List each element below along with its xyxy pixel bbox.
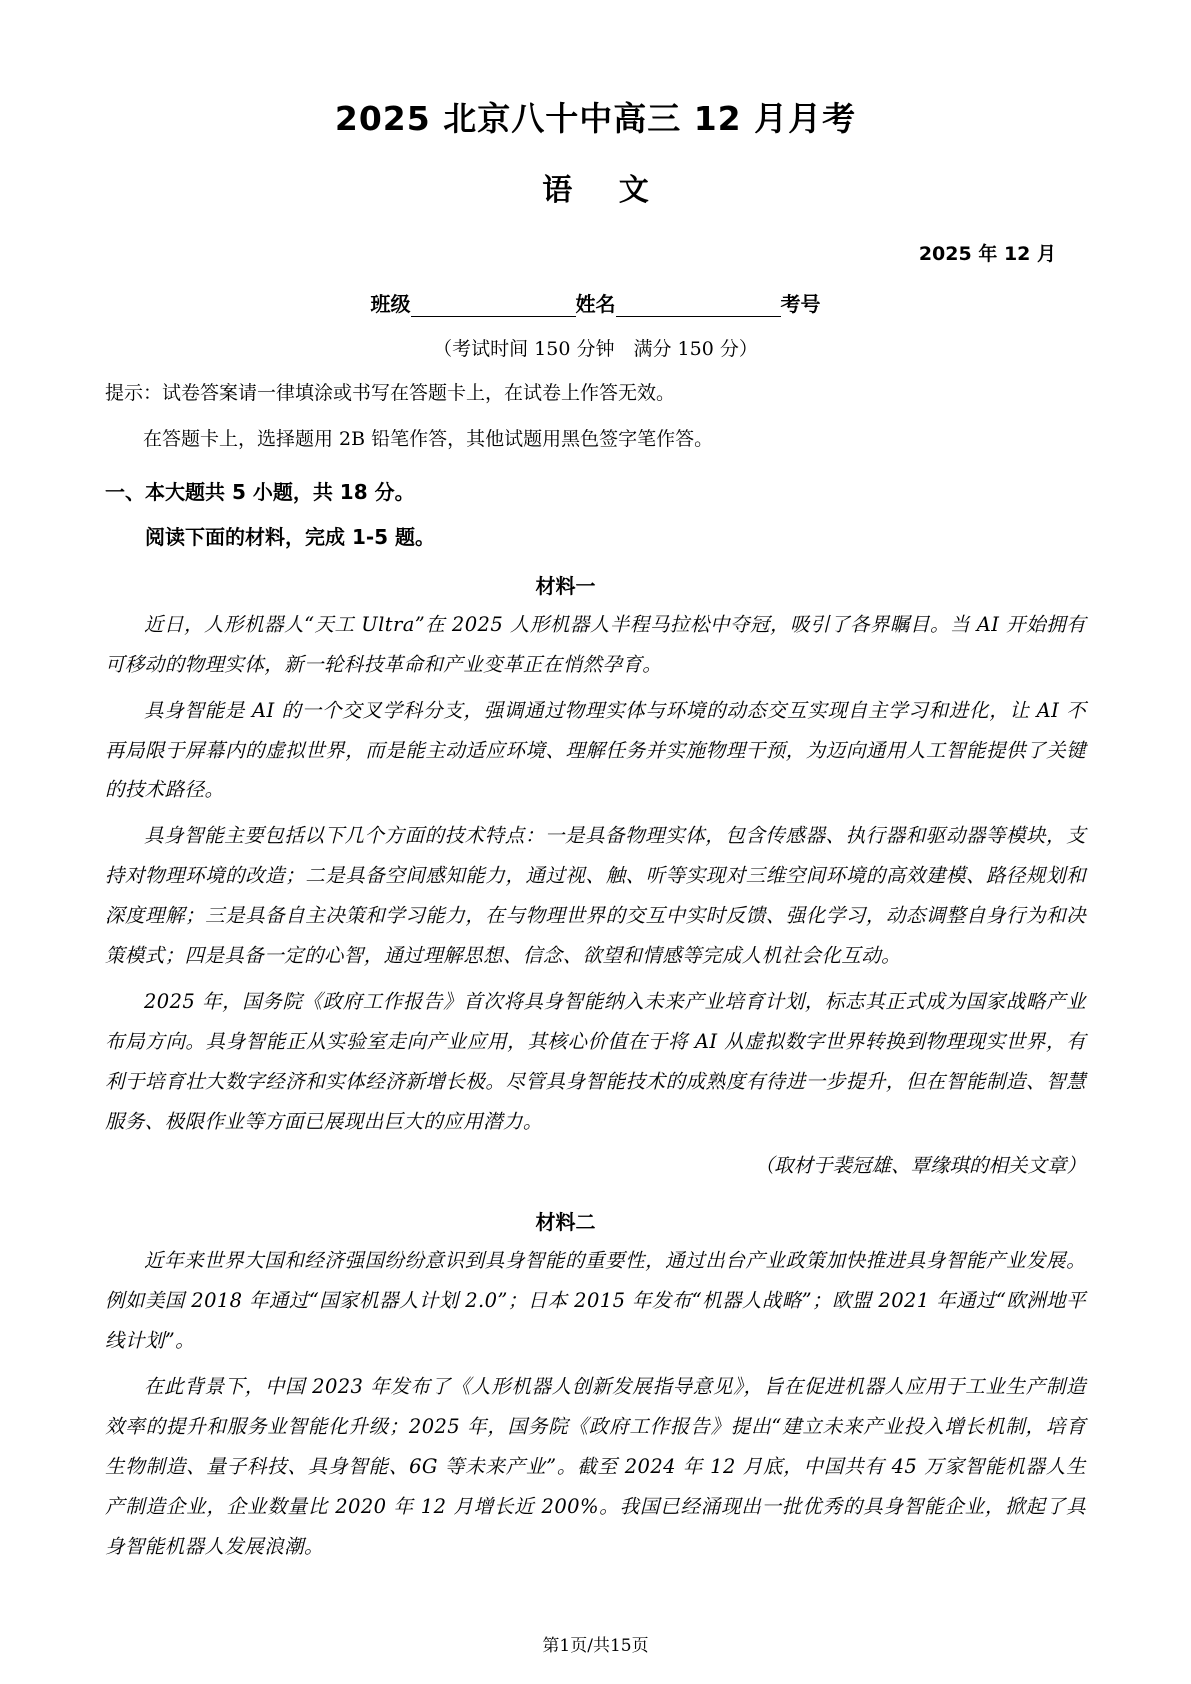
exam-no-label: 考号 — [780, 291, 821, 316]
material-one-attribution: （取材于裴冠雄、覃缘琪的相关文章） — [754, 1154, 1086, 1178]
section-heading-one: 一、本大题共 5 小题，共 18 分。 — [105, 479, 415, 504]
class-input-blank[interactable] — [411, 296, 576, 317]
class-label: 班级 — [370, 291, 411, 316]
student-id-row — [105, 288, 1086, 317]
material-two-para-1: 近年来世界大国和经济强国纷纷意识到具身智能的重要性，通过出台产业政策加快推进具身智能产业发展。例如美国 2018 年通过“国家机器人计划 2.0”；日本 2015 年发布“机器人战略”；欧盟 2021 年通过“欧洲地平线计划”。 — [105, 1249, 1086, 1353]
name-input-blank[interactable] — [616, 296, 781, 317]
notice-answer-sheet: 提示：试卷答案请一律填涂或书写在答题卡上，在试卷上作答无效。 — [105, 381, 676, 404]
notice-pencil-pen: 在答题卡上，选择题用 2B 铅笔作答，其他试题用黑色签字笔作答。 — [143, 428, 714, 451]
subject-title: 语 文 — [542, 172, 667, 208]
page-title: 2025 北京八十中高三 12 月月考 — [334, 99, 857, 138]
material-one-para-4: 2025 年，国务院《政府工作报告》首次将具身智能纳入未来产业培育计划，标志其正式成为国家战略产业布局方向。具身智能正从实验室走向产业应用，其核心价值在于将 AI 从虚拟数字世界转换到物理现实世界，有利于培育壮大数字经济和实体经济新增长极。尽管具身智能技术的成熟度有待进一步提升，但在智能制造、智慧服务、极限作业等方面已展现出巨大的应用潜力。 — [105, 990, 1086, 1134]
exam-date: 2025 年 12 月 — [918, 242, 1056, 265]
page-footer: 第1页/共15页 — [542, 1636, 649, 1656]
material-one-para-1: 近日，人形机器人“天工 Ultra”在 2025 人形机器人半程马拉松中夺冠，吸引了各界瞩目。当 AI 开始拥有可移动的物理实体，新一轮科技革命和产业变革正在悄然孕育。 — [105, 612, 1086, 676]
name-label: 姓名 — [575, 291, 616, 316]
material-label-one: 材料一 — [535, 573, 596, 598]
reading-prompt: 阅读下面的材料，完成 1-5 题。 — [145, 524, 436, 549]
exam-duration-score: （考试时间 150 分钟 满分 150 分） — [433, 337, 758, 360]
material-one-para-3: 具身智能主要包括以下几个方面的技术特点：一是具备物理实体，包含传感器、执行器和驱动器等模块，支持对物理环境的改造；二是具备空间感知能力，通过视、触、听等实现对三维空间环境的高效建模、路径规划和深度理解；三是具备自主决策和学习能力，在与物理世界的交互中实时反馈、强化学习，动态调整自身行为和决策模式；四是具备一定的心智，通过理解思想、信念、欲望和情感等完成人机社会化互动。 — [105, 824, 1086, 968]
material-two-para-2: 在此背景下，中国 2023 年发布了《人形机器人创新发展指导意见》，旨在促进机器人应用于工业生产制造效率的提升和服务业智能化升级；2025 年，国务院《政府工作报告》提出“建立未来产业投入增长机制，培育生物制造、量子科技、具身智能、6G 等未来产业”。截至 2024 年 12 月底，中国共有 45 万家智能机器人生产制造企业，企业数量比 2020 年 12 月增长近 200%。我国已经涌现出一批优秀的具身智能企业，掀起了具身智能机器人发展浪潮。 — [105, 1375, 1086, 1558]
material-one-para-2: 具身智能是 AI 的一个交叉学科分支，强调通过物理实体与环境的动态交互实现自主学习和进化，让 AI 不再局限于屏幕内的虚拟世界，而是能主动适应环境、理解任务并实施物理干预，为迈向通用人工智能提供了关键的技术路径。 — [105, 698, 1086, 802]
material-label-two: 材料二 — [535, 1210, 596, 1235]
